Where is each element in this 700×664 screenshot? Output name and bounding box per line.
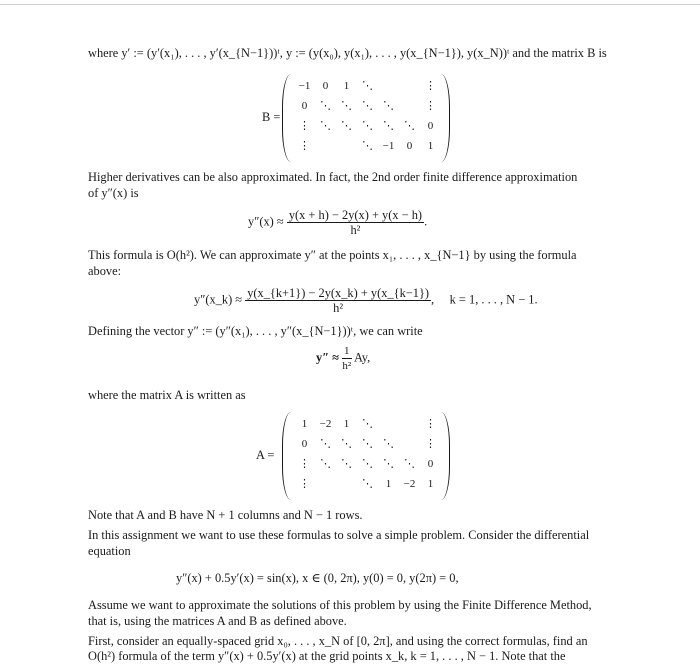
- matrix-a-cell-r1-c2: ⋱: [341, 438, 352, 450]
- matrix-b-cell-r3-c2: [336, 136, 357, 156]
- equation-discrete: y″(x_k) ≈ $\frac{y(x\_\{k+1\}) - 2y(x\_k) + y(x\_\{k-1\})}{\text{h²}}$ , k = 1, . . . , N − 1.: [194, 286, 538, 315]
- matrix-a: [282, 412, 450, 500]
- matrix-b-cell-r3-c4: −1: [382, 140, 395, 152]
- eq3-numerator: 1: [344, 345, 350, 357]
- matrix-b-cell-r3-c5: 0: [406, 140, 413, 152]
- matrix-b-cell-r3-c0: ⋮: [299, 140, 310, 152]
- matrix-b-cell-r1-c3: ⋱: [362, 100, 373, 112]
- matrix-b-cell-r2-c2: ⋱: [341, 120, 352, 132]
- matrix-a-cell-r0-c1: −2: [319, 418, 332, 430]
- matrix-a-cell-r0-c0: 1: [301, 418, 308, 430]
- text-higher-derivatives-1: Higher derivatives can be also approximated. In fact, the 2nd order finite difference approximation: [88, 170, 578, 184]
- matrix-b-cell-r0-c4: [378, 76, 399, 96]
- matrix-a-cell-r3-c3: ⋱: [362, 478, 373, 490]
- matrix-b-cell-r0-c1: 0: [322, 80, 329, 92]
- matrix-a-cell-r2-c4: ⋱: [383, 458, 394, 470]
- matrix-a-cell-r3-c0: ⋮: [299, 478, 310, 490]
- matrix-a-cell-r1-c6: ⋮: [425, 438, 436, 450]
- text-assignment-2: equation: [88, 544, 131, 558]
- matrix-b-label: B =: [262, 110, 281, 124]
- text-first-consider-2: O(h²) formula of the term y″(x) + 0.5y′(x) at the grid points x_k, k = 1, . . . , N − 1. Note that the: [88, 649, 566, 663]
- matrix-a-grid: [294, 414, 441, 494]
- matrix-b-cell-r3-c6: 1: [427, 140, 434, 152]
- matrix-a-cell-r1-c5: [399, 434, 420, 454]
- matrix-a-cell-r0-c3: ⋱: [362, 418, 373, 430]
- text-formula-order-2: above:: [88, 264, 122, 278]
- matrix-a-cell-r1-c0: 0: [301, 438, 308, 450]
- eq2-numerator: y(x_{k+1}) − 2y(x_k) + y(x_{k−1}): [247, 286, 430, 300]
- matrix-b-right-paren: [441, 74, 450, 162]
- matrix-a-cell-r3-c6: 1: [427, 478, 434, 490]
- matrix-b-cell-r2-c0: ⋮: [299, 120, 310, 132]
- text-assignment-1: In this assignment we want to use these formulas to solve a simple problem. Consider the differential: [88, 528, 590, 542]
- matrix-b-cell-r2-c4: ⋱: [383, 120, 394, 132]
- matrix-a-cell-r0-c5: [399, 414, 420, 434]
- top-crop-line: [0, 4, 700, 5]
- matrix-a-right-paren: [441, 412, 450, 500]
- matrix-b-cell-r1-c0: 0: [301, 100, 308, 112]
- matrix-a-cell-r2-c5: ⋱: [404, 458, 415, 470]
- matrix-b-cell-r1-c4: ⋱: [383, 100, 394, 112]
- matrix-b-cell-r2-c1: ⋱: [320, 120, 331, 132]
- matrix-b-cell-r1-c6: ⋮: [425, 100, 436, 112]
- eq1-numerator: y(x + h) − 2y(x) + y(x − h): [288, 208, 423, 222]
- matrix-a-cell-r3-c5: −2: [403, 478, 416, 490]
- eq3-lhs: y″ ≈: [316, 350, 339, 365]
- eq3-rhs: Ay,: [353, 350, 371, 365]
- eq3-fraction: [342, 344, 352, 373]
- matrix-b-grid: [294, 76, 441, 156]
- matrix-b-cell-r0-c3: ⋱: [362, 80, 373, 92]
- matrix-a-left-paren: [282, 412, 291, 500]
- text-formula-order-1: This formula is O(h²). We can approximate y″ at the points x₁, . . . , x_{N−1} by using the formula: [88, 248, 577, 262]
- matrix-b-cell-r2-c3: ⋱: [362, 120, 373, 132]
- matrix-b-cell-r0-c2: 1: [343, 80, 350, 92]
- eq2-lhs: y″(x_k) ≈: [194, 292, 243, 307]
- text-where-y: where y′ := (y′(x₁), . . . , y′(x_{N−1}))ᵗ, y := (y(x₀), y(x₁), . . . , y(x_{N−1}), y(x_N))ᵗ and the matrix B is: [88, 46, 607, 60]
- matrix-a-cell-r3-c2: [336, 474, 357, 494]
- matrix-b-cell-r2-c5: ⋱: [404, 120, 415, 132]
- matrix-b-cell-r2-c6: 0: [427, 120, 434, 132]
- eq2-denominator: h²: [333, 301, 344, 315]
- matrix-b: [282, 74, 450, 162]
- eq1-denominator: h²: [350, 223, 361, 237]
- matrix-a-label: A =: [256, 448, 275, 462]
- matrix-b-cell-r0-c0: −1: [298, 80, 311, 92]
- matrix-a-cell-r3-c4: 1: [385, 478, 392, 490]
- matrix-a-cell-r0-c2: 1: [343, 418, 350, 430]
- text-assume-1: Assume we want to approximate the solutions of this problem by using the Finite Difference Method,: [88, 598, 592, 612]
- matrix-b-cell-r1-c1: ⋱: [320, 100, 331, 112]
- eq3-denominator: h²: [342, 360, 352, 372]
- text-matrix-a-intro: where the matrix A is written as: [88, 388, 246, 402]
- equation-second-derivative: y″(x) ≈ $\frac{y(x + h) - 2y(x) + y(x - h)}{\text{h²}}$ .: [248, 208, 428, 237]
- matrix-a-cell-r3-c1: [315, 474, 336, 494]
- text-first-consider-1: First, consider an equally-spaced grid x₀, . . . , x_N of [0, 2π], and using the correct formulas, find an: [88, 634, 588, 648]
- matrix-b-cell-r1-c2: ⋱: [341, 100, 352, 112]
- matrix-a-cell-r1-c3: ⋱: [362, 438, 373, 450]
- matrix-a-cell-r0-c4: [378, 414, 399, 434]
- matrix-b-cell-r1-c5: [399, 96, 420, 116]
- text-assume-2: that is, using the matrices A and B as defined above.: [88, 614, 347, 628]
- matrix-a-cell-r2-c3: ⋱: [362, 458, 373, 470]
- text-defining-vector: Defining the vector y″ := (y″(x₁), . . . , y″(x_{N−1}))ᵗ, we can write: [88, 324, 423, 338]
- matrix-b-cell-r0-c6: ⋮: [425, 80, 436, 92]
- text-higher-derivatives-2: of y″(x) is: [88, 186, 139, 200]
- equation-differential: y″(x) + 0.5y′(x) = sin(x), x ∈ (0, 2π), y(0) = 0, y(2π) = 0,: [176, 571, 459, 585]
- matrix-a-cell-r2-c1: ⋱: [320, 458, 331, 470]
- matrix-a-cell-r1-c4: ⋱: [383, 438, 394, 450]
- matrix-a-cell-r0-c6: ⋮: [425, 418, 436, 430]
- eq2-range: k = 1, . . . , N − 1.: [449, 292, 538, 307]
- matrix-a-cell-r2-c0: ⋮: [299, 458, 310, 470]
- matrix-b-cell-r3-c3: ⋱: [362, 140, 373, 152]
- eq1-lhs: y″(x) ≈: [248, 214, 284, 229]
- matrix-b-left-paren: [282, 74, 291, 162]
- eq2-fraction: [245, 286, 431, 315]
- matrix-a-cell-r2-c6: 0: [427, 458, 434, 470]
- text-note-columns: Note that A and B have N + 1 columns and N − 1 rows.: [88, 508, 363, 522]
- matrix-b-cell-r3-c1: [315, 136, 336, 156]
- matrix-b-cell-r0-c5: [399, 76, 420, 96]
- matrix-a-cell-r1-c1: ⋱: [320, 438, 331, 450]
- equation-matrix-form: [316, 344, 370, 373]
- matrix-a-cell-r2-c2: ⋱: [341, 458, 352, 470]
- eq1-fraction: [287, 208, 424, 237]
